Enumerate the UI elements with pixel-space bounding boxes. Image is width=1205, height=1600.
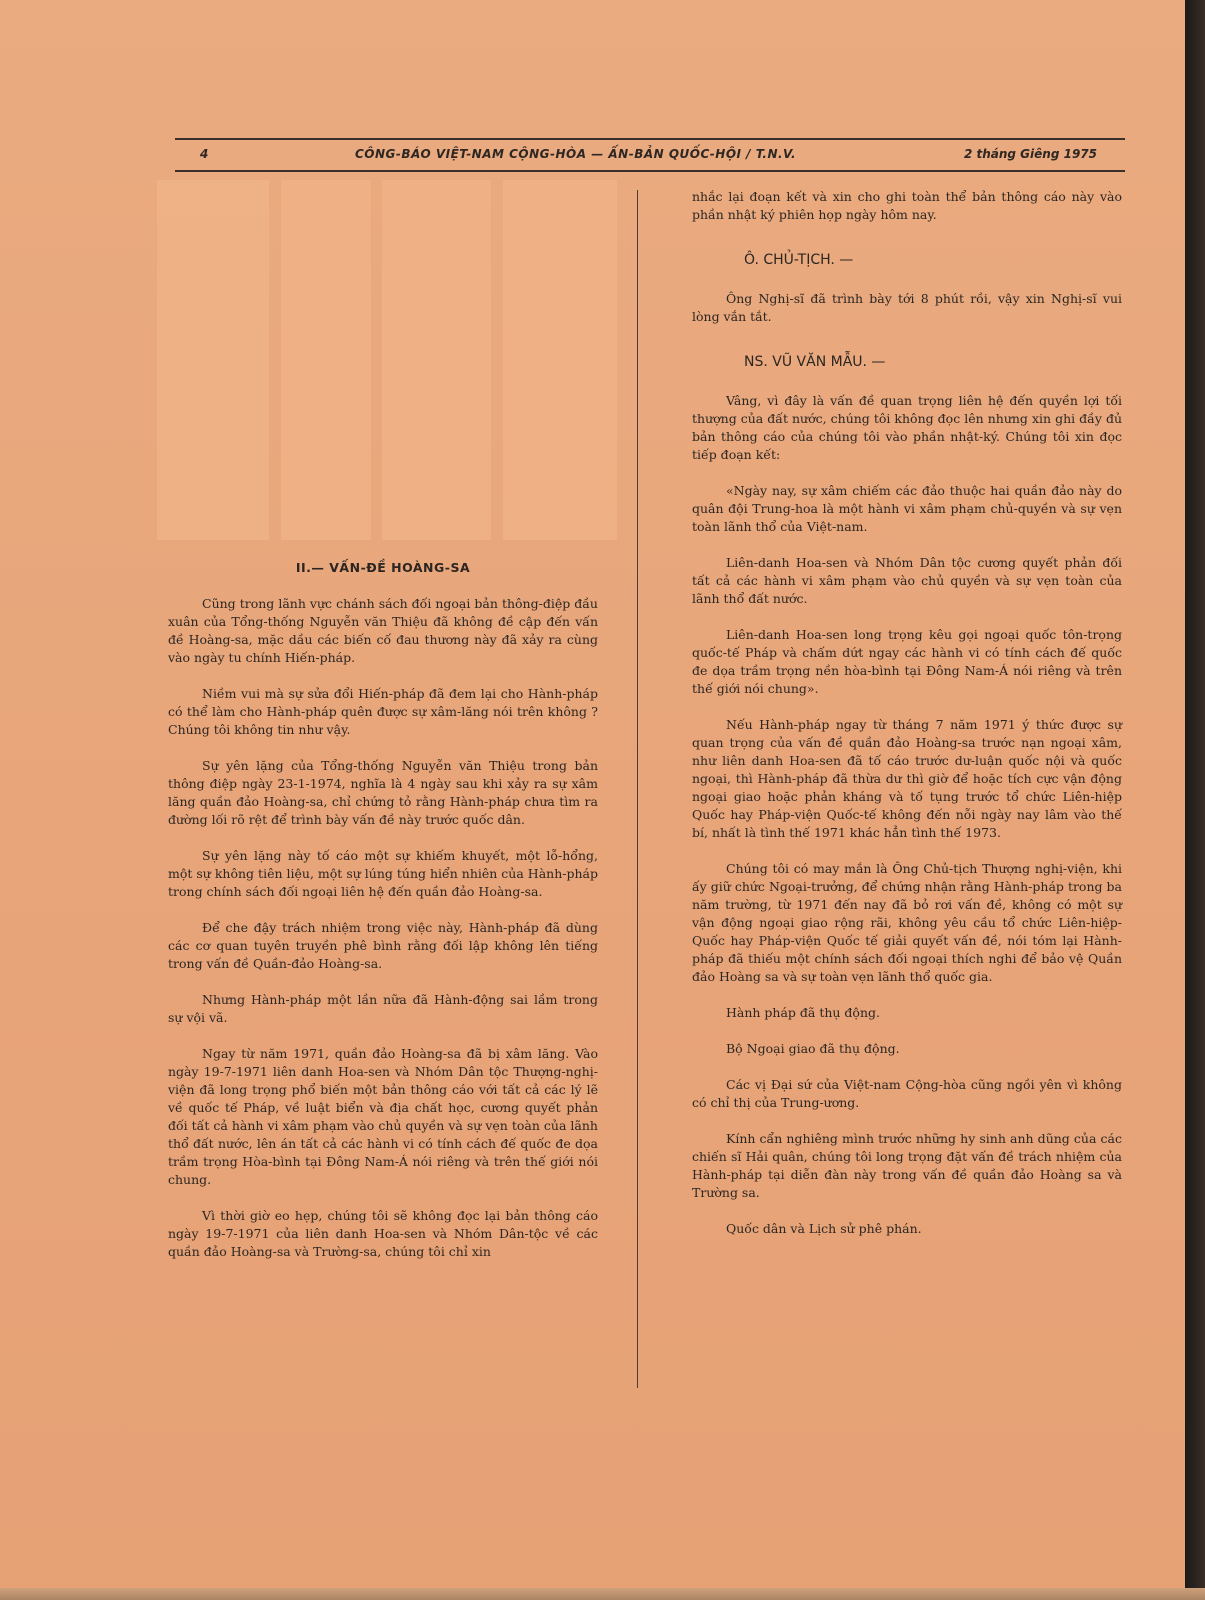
paragraph: Sự yên lặng của Tổng-thống Nguyễn văn Thiệu trong bản thông điệp ngày 23-1-1974, nghĩa là 4 ngày sau khi xảy ra sự xâm lăng quần đảo Hoàng-sa, chỉ chứng tỏ rằng Hành-pháp chưa tìm ra đường lối rõ rệt để trình bày vấn đề này trước quốc dân. bbox=[168, 758, 598, 827]
paragraph: «Ngày nay, sự xâm chiếm các đảo thuộc hai quần đảo này do quân đội Trung-hoa là một hành vi xâm phạm chủ-quyền và sự vẹn toàn lãnh thổ của Việt-nam. bbox=[692, 483, 1122, 534]
paragraph: Liên-danh Hoa-sen và Nhóm Dân tộc cương quyết phản đối tất cả các hành vi xâm phạm vào chủ quyền và sự vẹn toàn của lãnh thổ đất nước. bbox=[692, 555, 1122, 606]
scan-edge-right bbox=[1185, 0, 1205, 1600]
paragraph: Để che đậy trách nhiệm trong việc này, Hành-pháp đã dùng các cơ quan tuyên truyền phê bình rằng đối lập không lên tiếng trong vấn đề Quần-đảo Hoàng-sa. bbox=[168, 920, 598, 971]
paragraph: Sự yên lặng này tố cáo một sự khiếm khuyết, một lỗ-hổng, một sự không tiên liệu, một sự lúng túng hiển nhiên của Hành-pháp trong chính sách đối ngoại liên hệ đến quần đảo Hoàng-sa. bbox=[168, 848, 598, 899]
paragraph: Các vị Đại sứ của Việt-nam Cộng-hòa cũng ngồi yên vì không có chỉ thị của Trung-ương. bbox=[692, 1077, 1122, 1110]
paragraph: Kính cẩn nghiêng mình trước những hy sinh anh dũng của các chiến sĩ Hải quân, chúng tôi long trọng đặt vấn đề trách nhiệm của Hành-pháp tại diễn đàn này trong vấn đề quần đảo Hoàng sa và Trường sa. bbox=[692, 1131, 1122, 1200]
paragraph: nhắc lại đoạn kết và xin cho ghi toàn thể bản thông cáo này vào phần nhật ký phiên họp ngày hôm nay. bbox=[692, 189, 1122, 222]
paragraph: Cũng trong lãnh vực chánh sách đối ngoại bản thông-điệp đầu xuân của Tổng-thống Nguyễn văn Thiệu đã không đề cập đến vấn đề Hoàng-sa, mặc dầu các biến cố đau thương này đã xảy ra cùng vào ngày tu chính Hiến-pháp. bbox=[168, 596, 598, 665]
right-column bbox=[692, 188, 1122, 1256]
left-column bbox=[168, 560, 598, 1279]
paragraph: Bộ Ngoại giao đã thụ động. bbox=[726, 1041, 900, 1056]
paragraph: Ngay từ năm 1971, quần đảo Hoàng-sa đã bị xâm lăng. Vào ngày 19-7-1971 liên danh Hoa-sen và Nhóm Dân tộc Thượng-nghị-viện đã long trọng phổ biến một bản thông cáo với tất cả các lý lẽ về quốc tế Pháp, về luật biển và địa chất học, cương quyết phản đối tất cả hành vi xâm phạm vào chủ quyền và sự vẹn toàn của lãnh thổ đất nước, lên án tất cả các hành vi có tính cách đế quốc đe dọa trầm trọng Hòa-bình tại Đông Nam-Á nói riêng và trên thế giới nói chung. bbox=[168, 1046, 598, 1187]
paragraph: Niềm vui mà sự sửa đổi Hiến-pháp đã đem lại cho Hành-pháp có thể làm cho Hành-pháp quên được sự xâm-lăng nói trên không ? Chúng tôi không tin như vậy. bbox=[168, 686, 598, 737]
paragraph: Nếu Hành-pháp ngay từ tháng 7 năm 1971 ý thức được sự quan trọng của vấn đề quần đảo Hoàng-sa trước nạn ngoại xâm, như liên danh Hoa-sen đã tố cáo trước dư-luận quốc nội và quốc ngoại, thì Hành-pháp đã thừa dư thì giờ để hoặc tích cực vận động ngoại giao hoặc phản kháng và tố tụng trước tổ chức Liên-hiệp Quốc hay Pháp-viện Quốc-tế không đến nỗi ngày nay lâm vào thế bí, nhất là tình thế 1971 khác hẳn tình thế 1973. bbox=[692, 717, 1122, 840]
page-number: 4 bbox=[200, 147, 209, 161]
issue-date: 2 tháng Giêng 1975 bbox=[963, 147, 1097, 161]
paragraph: Hành pháp đã thụ động. bbox=[726, 1005, 880, 1020]
paragraph: Ông Nghị-sĩ đã trình bày tới 8 phút rồi, vậy xin Nghị-sĩ vui lòng vắn tắt. bbox=[692, 291, 1122, 324]
section-heading: II.— VẤN-ĐỀ HOÀNG-SA bbox=[295, 560, 471, 575]
stripe bbox=[382, 180, 491, 540]
page-header bbox=[175, 138, 1125, 172]
publication-title: CÔNG-BÁO VIỆT-NAM CỘNG-HÒA — ẤN-BẢN QUỐC-HỘI / T.N.V. bbox=[355, 147, 797, 161]
faded-column-stripes bbox=[157, 180, 617, 540]
stripe bbox=[503, 180, 617, 540]
scan-edge-bottom bbox=[0, 1588, 1205, 1600]
paragraph: Quốc dân và Lịch sử phê phán. bbox=[726, 1221, 922, 1236]
paragraph: Vâng, vì đây là vấn đề quan trọng liên hệ đến quyền lợi tối thượng của đất nước, chúng tôi không đọc lên nhưng xin ghi đầy đủ bản thông cáo của chúng tôi vào phần nhật-ký. Chúng tôi xin đọc tiếp đoạn kết: bbox=[692, 393, 1122, 462]
paragraph: Chúng tôi có may mắn là Ông Chủ-tịch Thượng nghị-viện, khi ấy giữ chức Ngoại-trưởng, để chứng nhận rằng Hành-pháp trong ba năm trường, từ 1971 đến nay đã bỏ rơi vấn đề, không có một sự vận động ngoại giao rộng rãi, không yêu cầu tổ chức Liên-hiệp-Quốc hay Pháp-viện Quốc tế giải quyết vấn đề, nói tóm lại Hành-pháp đã thiếu một chính sách đối ngoại thích nghi để bảo vệ Quần đảo Hoàng sa và sự toàn vẹn lãnh thổ quốc gia. bbox=[692, 861, 1122, 984]
paragraph: Liên-danh Hoa-sen long trọng kêu gọi ngoại quốc tôn-trọng quốc-tế Pháp và chấm dứt ngay các hành vi có tính cách đế quốc đe dọa trầm trọng nền hòa-bình tại Đông Nam-Á nói riêng và trên thế giới nói chung». bbox=[692, 627, 1122, 696]
speaker-senator: NS. VŨ VĂN MẪU. — bbox=[744, 354, 886, 370]
paragraph: Vì thời giờ eo hẹp, chúng tôi sẽ không đọc lại bản thông cáo ngày 19-7-1971 của liên danh Hoa-sen và Nhóm Dân-tộc về các quần đảo Hoàng-sa và Trường-sa, chúng tôi chỉ xin bbox=[168, 1208, 598, 1259]
stripe bbox=[157, 180, 269, 540]
stripe bbox=[281, 180, 371, 540]
column-divider bbox=[637, 190, 638, 1388]
speaker-chairman: Ô. CHỦ-TỊCH. — bbox=[744, 252, 854, 268]
paragraph: Nhưng Hành-pháp một lần nữa đã Hành-động sai lầm trong sự vội vã. bbox=[168, 992, 598, 1025]
